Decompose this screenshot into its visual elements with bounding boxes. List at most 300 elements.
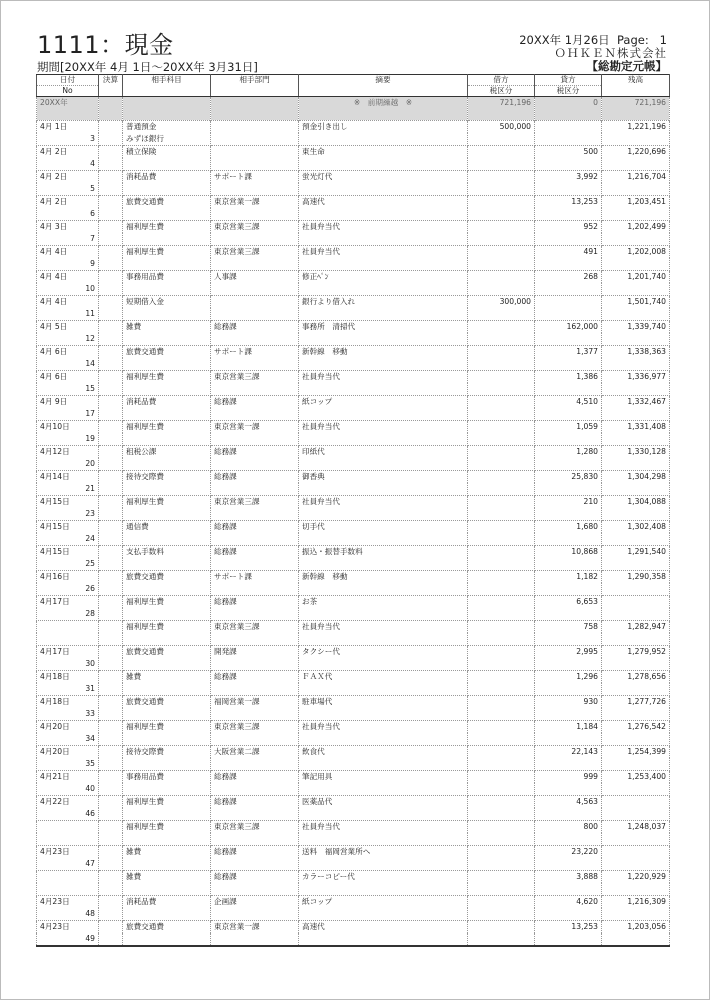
- entry-settle: [99, 346, 123, 359]
- carry-date: 20XX年: [37, 97, 99, 121]
- entry-no: 34: [37, 733, 99, 746]
- entry-summary-sub: [299, 333, 468, 346]
- ledger-row: [37, 646, 670, 659]
- entry-date: 4月18日: [37, 671, 99, 684]
- entry-credit: 4,510: [535, 396, 602, 409]
- entry-date: 4月23日: [37, 846, 99, 859]
- entry-account: 福利厚生費: [123, 496, 211, 509]
- ledger-body: [37, 97, 670, 947]
- entry-settle-sub: [99, 358, 123, 371]
- entry-summary: 東生命: [299, 146, 468, 159]
- entry-balance: 1,279,952: [602, 646, 670, 659]
- entry-summary: 修正ﾍﾟﾝ: [299, 271, 468, 284]
- entry-tax-debit: [468, 458, 535, 471]
- entry-dept: 東京営業一課: [211, 421, 299, 434]
- entry-summary: 社員弁当代: [299, 821, 468, 834]
- entry-date: 4月15日: [37, 521, 99, 534]
- ledger-row: [37, 296, 670, 309]
- print-date-page: 20XX年 1月26日 Page: 1: [519, 33, 667, 47]
- entry-no: 48: [37, 908, 99, 921]
- entry-account: 雑費: [123, 846, 211, 859]
- entry-tax-debit: [468, 308, 535, 321]
- entry-summary: 蛍光灯代: [299, 171, 468, 184]
- company-name: ＯＨＫＥＮ株式会社: [554, 46, 667, 60]
- entry-settle: [99, 721, 123, 734]
- entry-date: 4月15日: [37, 496, 99, 509]
- entry-no: 35: [37, 758, 99, 771]
- entry-account: 短期借入金: [123, 296, 211, 309]
- entry-dept: 企画課: [211, 896, 299, 909]
- entry-tax-credit: [535, 683, 602, 696]
- entry-settle: [99, 221, 123, 234]
- entry-balance: 1,290,358: [602, 571, 670, 584]
- col-tax-debit: 税区分: [468, 86, 535, 97]
- entry-summary-sub: [299, 408, 468, 421]
- entry-credit: 1,377: [535, 346, 602, 359]
- entry-tax-credit: [535, 458, 602, 471]
- entry-dept-sub: [211, 683, 299, 696]
- entry-summary: 駐車場代: [299, 696, 468, 709]
- entry-balance-sub: [602, 608, 670, 621]
- ledger-row: [37, 596, 670, 609]
- entry-dept: [211, 121, 299, 134]
- entry-tax-debit: [468, 608, 535, 621]
- entry-debit: [468, 146, 535, 159]
- entry-tax-debit: [468, 508, 535, 521]
- entry-summary-sub: [299, 908, 468, 921]
- entry-settle-sub: [99, 483, 123, 496]
- entry-account: 福利厚生費: [123, 821, 211, 834]
- entry-settle: [99, 921, 123, 934]
- entry-credit: 930: [535, 696, 602, 709]
- entry-tax-debit: [468, 658, 535, 671]
- entry-summary-sub: [299, 783, 468, 796]
- entry-date: 4月 4日: [37, 246, 99, 259]
- entry-debit: [468, 771, 535, 784]
- entry-credit: 6,653: [535, 596, 602, 609]
- entry-debit: [468, 346, 535, 359]
- entry-dept: サポート課: [211, 171, 299, 184]
- entry-balance-sub: [602, 633, 670, 646]
- entry-balance: [602, 846, 670, 859]
- entry-settle: [99, 771, 123, 784]
- entry-settle-sub: [99, 933, 123, 946]
- entry-debit: [468, 171, 535, 184]
- ledger-row: [37, 671, 670, 684]
- entry-tax-credit: [535, 783, 602, 796]
- entry-tax-debit: [468, 333, 535, 346]
- entry-account-sub: [123, 433, 211, 446]
- ledger-row: [37, 196, 670, 209]
- entry-dept-sub: [211, 333, 299, 346]
- entry-balance: 1,216,704: [602, 171, 670, 184]
- entry-dept-sub: [211, 308, 299, 321]
- entry-balance: 1,277,726: [602, 696, 670, 709]
- col-credit: 貸方: [535, 75, 602, 86]
- entry-settle-sub: [99, 783, 123, 796]
- entry-tax-credit: [535, 733, 602, 746]
- entry-summary: タクシー代: [299, 646, 468, 659]
- entry-date: 4月22日: [37, 796, 99, 809]
- entry-summary-sub: [299, 658, 468, 671]
- entry-credit: [535, 296, 602, 309]
- entry-settle-sub: [99, 683, 123, 696]
- entry-tax-credit: [535, 483, 602, 496]
- ledger-row: [37, 846, 670, 859]
- entry-tax-debit: [468, 683, 535, 696]
- entry-settle-sub: [99, 458, 123, 471]
- entry-account: 福利厚生費: [123, 621, 211, 634]
- entry-settle-sub: [99, 633, 123, 646]
- entry-account-sub: [123, 833, 211, 846]
- entry-account: 福利厚生費: [123, 596, 211, 609]
- entry-summary: 社員弁当代: [299, 221, 468, 234]
- entry-account-sub: [123, 458, 211, 471]
- ledger-row: [37, 171, 670, 184]
- carry-debit: 721,196: [468, 97, 535, 121]
- entry-account-sub: [123, 608, 211, 621]
- entry-dept: 東京営業三課: [211, 721, 299, 734]
- entry-debit: [468, 571, 535, 584]
- entry-date: 4月21日: [37, 771, 99, 784]
- entry-account-sub: [123, 708, 211, 721]
- entry-account: 消耗品費: [123, 171, 211, 184]
- entry-balance-sub: [602, 458, 670, 471]
- entry-dept: 総務課: [211, 596, 299, 609]
- col-account: 相手科目: [123, 75, 211, 97]
- entry-tax-credit: [535, 883, 602, 896]
- entry-balance-sub: [602, 333, 670, 346]
- entry-settle: [99, 196, 123, 209]
- entry-account: 消耗品費: [123, 896, 211, 909]
- entry-dept: 総務課: [211, 671, 299, 684]
- entry-dept: 総務課: [211, 321, 299, 334]
- ledger-row-sub: [37, 783, 670, 796]
- entry-no: 47: [37, 858, 99, 871]
- entry-tax-credit: [535, 908, 602, 921]
- ledger-row-sub: [37, 533, 670, 546]
- entry-dept-sub: [211, 408, 299, 421]
- entry-balance: 1,202,008: [602, 246, 670, 259]
- entry-settle-sub: [99, 283, 123, 296]
- entry-settle-sub: [99, 508, 123, 521]
- entry-balance-sub: [602, 258, 670, 271]
- entry-no: 46: [37, 808, 99, 821]
- entry-dept: 総務課: [211, 871, 299, 884]
- entry-balance: 1,203,451: [602, 196, 670, 209]
- entry-no: 26: [37, 583, 99, 596]
- entry-settle-sub: [99, 733, 123, 746]
- entry-date: 4月23日: [37, 921, 99, 934]
- entry-settle: [99, 521, 123, 534]
- entry-summary: 送料 福岡営業所へ: [299, 846, 468, 859]
- entry-settle: [99, 596, 123, 609]
- entry-tax-credit: [535, 708, 602, 721]
- entry-date: 4月10日: [37, 421, 99, 434]
- period-range: 期間[20XX年 4月 1日～20XX年 3月31日]: [37, 60, 258, 74]
- entry-dept-sub: [211, 283, 299, 296]
- ledger-row: [37, 571, 670, 584]
- entry-date: 4月 6日: [37, 371, 99, 384]
- entry-balance: 1,501,740: [602, 296, 670, 309]
- ledger-row-sub: [37, 233, 670, 246]
- entry-balance: 1,203,056: [602, 921, 670, 934]
- entry-credit: 13,253: [535, 921, 602, 934]
- entry-tax-debit: [468, 583, 535, 596]
- entry-dept-sub: [211, 358, 299, 371]
- entry-tax-debit: [468, 808, 535, 821]
- entry-tax-credit: [535, 833, 602, 846]
- entry-account: 福利厚生費: [123, 421, 211, 434]
- entry-dept: 大阪営業二課: [211, 746, 299, 759]
- entry-settle-sub: [99, 133, 123, 146]
- entry-summary-sub: [299, 233, 468, 246]
- entry-date: 4月 3日: [37, 221, 99, 234]
- ledger-row: [37, 771, 670, 784]
- entry-balance-sub: [602, 508, 670, 521]
- entry-summary-sub: [299, 183, 468, 196]
- entry-tax-credit: [535, 183, 602, 196]
- entry-credit: 952: [535, 221, 602, 234]
- entry-dept: 福岡営業一課: [211, 696, 299, 709]
- entry-credit: 1,059: [535, 421, 602, 434]
- entry-debit: [468, 921, 535, 934]
- entry-no: 17: [37, 408, 99, 421]
- entry-no: 23: [37, 508, 99, 521]
- entry-tax-credit: [535, 208, 602, 221]
- entry-balance: 1,201,740: [602, 271, 670, 284]
- entry-account: 接待交際費: [123, 471, 211, 484]
- entry-account-sub: [123, 808, 211, 821]
- entry-summary-sub: [299, 308, 468, 321]
- ledger-row: [37, 621, 670, 634]
- entry-account-sub: [123, 158, 211, 171]
- entry-settle-sub: [99, 858, 123, 871]
- entry-summary: 社員弁当代: [299, 621, 468, 634]
- entry-balance: 1,282,947: [602, 621, 670, 634]
- entry-balance-sub: [602, 683, 670, 696]
- entry-balance-sub: [602, 783, 670, 796]
- entry-credit: 10,868: [535, 546, 602, 559]
- ledger-row-sub: [37, 433, 670, 446]
- entry-summary: 銀行より借入れ: [299, 296, 468, 309]
- entry-date: 4月17日: [37, 646, 99, 659]
- entry-no: 15: [37, 383, 99, 396]
- entry-dept: 総務課: [211, 471, 299, 484]
- entry-date: 4月 9日: [37, 396, 99, 409]
- entry-balance: 1,220,929: [602, 871, 670, 884]
- entry-balance-sub: [602, 583, 670, 596]
- entry-debit: [468, 796, 535, 809]
- entry-balance-sub: [602, 908, 670, 921]
- entry-tax-credit: [535, 858, 602, 871]
- entry-account: 雑費: [123, 871, 211, 884]
- entry-balance-sub: [602, 708, 670, 721]
- entry-summary: 社員弁当代: [299, 371, 468, 384]
- carry-credit: 0: [535, 97, 602, 121]
- book-name: 【総勘定元帳】: [586, 59, 667, 73]
- ledger-row-sub: [37, 358, 670, 371]
- entry-tax-debit: [468, 183, 535, 196]
- entry-balance: 1,220,696: [602, 146, 670, 159]
- entry-balance: 1,291,540: [602, 546, 670, 559]
- entry-tax-debit: [468, 158, 535, 171]
- entry-date: 4月 1日: [37, 121, 99, 134]
- entry-dept-sub: [211, 808, 299, 821]
- entry-settle: [99, 496, 123, 509]
- entry-settle-sub: [99, 558, 123, 571]
- entry-balance-sub: [602, 658, 670, 671]
- entry-credit: 23,220: [535, 846, 602, 859]
- entry-dept: 東京営業三課: [211, 221, 299, 234]
- entry-balance-sub: [602, 133, 670, 146]
- entry-credit: 4,563: [535, 796, 602, 809]
- entry-summary-sub: [299, 208, 468, 221]
- entry-credit: 800: [535, 821, 602, 834]
- entry-dept-sub: [211, 483, 299, 496]
- entry-balance: 1,332,467: [602, 396, 670, 409]
- entry-debit: [468, 896, 535, 909]
- entry-account: 旅費交通費: [123, 646, 211, 659]
- entry-dept-sub: [211, 858, 299, 871]
- entry-account-sub: [123, 408, 211, 421]
- entry-summary: 筆記用具: [299, 771, 468, 784]
- entry-balance-sub: [602, 208, 670, 221]
- entry-summary: 御香典: [299, 471, 468, 484]
- entry-summary-sub: [299, 708, 468, 721]
- entry-tax-credit: [535, 333, 602, 346]
- entry-dept: 東京営業一課: [211, 196, 299, 209]
- entry-debit: [468, 471, 535, 484]
- ledger-row-sub: [37, 383, 670, 396]
- entry-tax-debit: [468, 558, 535, 571]
- entry-summary-sub: [299, 283, 468, 296]
- entry-dept-sub: [211, 883, 299, 896]
- col-settle: 決算: [99, 75, 123, 97]
- carry-account: [123, 97, 211, 121]
- entry-tax-debit: [468, 733, 535, 746]
- col-debit: 借方: [468, 75, 535, 86]
- ledger-row: [37, 321, 670, 334]
- entry-summary: 切手代: [299, 521, 468, 534]
- entry-dept-sub: [211, 458, 299, 471]
- entry-balance: 1,278,656: [602, 671, 670, 684]
- carry-balance: 721,196: [602, 97, 670, 121]
- entry-account-sub: [123, 383, 211, 396]
- entry-account-sub: [123, 758, 211, 771]
- ledger-row-sub: [37, 308, 670, 321]
- entry-tax-credit: [535, 558, 602, 571]
- entry-tax-credit: [535, 233, 602, 246]
- entry-balance-sub: [602, 358, 670, 371]
- entry-debit: [468, 421, 535, 434]
- entry-dept: 総務課: [211, 771, 299, 784]
- entry-tax-debit: [468, 433, 535, 446]
- entry-settle-sub: [99, 333, 123, 346]
- entry-balance-sub: [602, 483, 670, 496]
- entry-no: 14: [37, 358, 99, 371]
- entry-settle: [99, 121, 123, 134]
- entry-summary: 社員弁当代: [299, 421, 468, 434]
- entry-balance: 1,202,499: [602, 221, 670, 234]
- entry-settle-sub: [99, 233, 123, 246]
- entry-credit: 758: [535, 621, 602, 634]
- entry-balance-sub: [602, 808, 670, 821]
- entry-balance-sub: [602, 933, 670, 946]
- entry-no: [37, 833, 99, 846]
- entry-summary-sub: [299, 583, 468, 596]
- entry-settle: [99, 671, 123, 684]
- ledger-row-sub: [37, 583, 670, 596]
- entry-no: 12: [37, 333, 99, 346]
- entry-dept-sub: [211, 233, 299, 246]
- entry-balance-sub: [602, 383, 670, 396]
- entry-settle: [99, 396, 123, 409]
- entry-balance-sub: [602, 408, 670, 421]
- entry-no: 28: [37, 608, 99, 621]
- entry-dept-sub: [211, 208, 299, 221]
- entry-summary-sub: [299, 483, 468, 496]
- entry-tax-debit: [468, 633, 535, 646]
- entry-date: [37, 821, 99, 834]
- entry-dept-sub: [211, 833, 299, 846]
- entry-tax-debit: [468, 283, 535, 296]
- entry-account-sub: [123, 658, 211, 671]
- ledger-row-sub: [37, 333, 670, 346]
- entry-settle-sub: [99, 883, 123, 896]
- entry-dept: 東京営業三課: [211, 246, 299, 259]
- entry-date: 4月 5日: [37, 321, 99, 334]
- entry-no: 3: [37, 133, 99, 146]
- entry-balance-sub: [602, 758, 670, 771]
- entry-balance: 1,304,088: [602, 496, 670, 509]
- entry-dept-sub: [211, 583, 299, 596]
- entry-account-sub: [123, 858, 211, 871]
- entry-settle: [99, 821, 123, 834]
- entry-summary: 紙コップ: [299, 396, 468, 409]
- ledger-row-sub: [37, 683, 670, 696]
- entry-no: 9: [37, 258, 99, 271]
- entry-dept: 東京営業一課: [211, 921, 299, 934]
- ledger-row: [37, 896, 670, 909]
- entry-dept: 東京営業三課: [211, 371, 299, 384]
- entry-summary-sub: [299, 933, 468, 946]
- entry-settle-sub: [99, 908, 123, 921]
- ledger-row-sub: [37, 483, 670, 496]
- entry-balance: [602, 796, 670, 809]
- ledger-table: [36, 74, 670, 947]
- entry-account-sub: [123, 333, 211, 346]
- entry-credit: 3,888: [535, 871, 602, 884]
- entry-dept-sub: [211, 658, 299, 671]
- entry-date: 4月17日: [37, 596, 99, 609]
- entry-dept-sub: [211, 258, 299, 271]
- entry-balance: 1,304,298: [602, 471, 670, 484]
- entry-tax-credit: [535, 408, 602, 421]
- entry-no: 19: [37, 433, 99, 446]
- entry-no: 40: [37, 783, 99, 796]
- entry-balance: 1,254,399: [602, 746, 670, 759]
- entry-account: 通信費: [123, 521, 211, 534]
- entry-debit: [468, 446, 535, 459]
- entry-tax-credit: [535, 308, 602, 321]
- entry-tax-credit: [535, 933, 602, 946]
- entry-account-sub: [123, 908, 211, 921]
- entry-tax-credit: [535, 158, 602, 171]
- entry-summary: 飲食代: [299, 746, 468, 759]
- entry-debit: [468, 621, 535, 634]
- ledger-row-sub: [37, 183, 670, 196]
